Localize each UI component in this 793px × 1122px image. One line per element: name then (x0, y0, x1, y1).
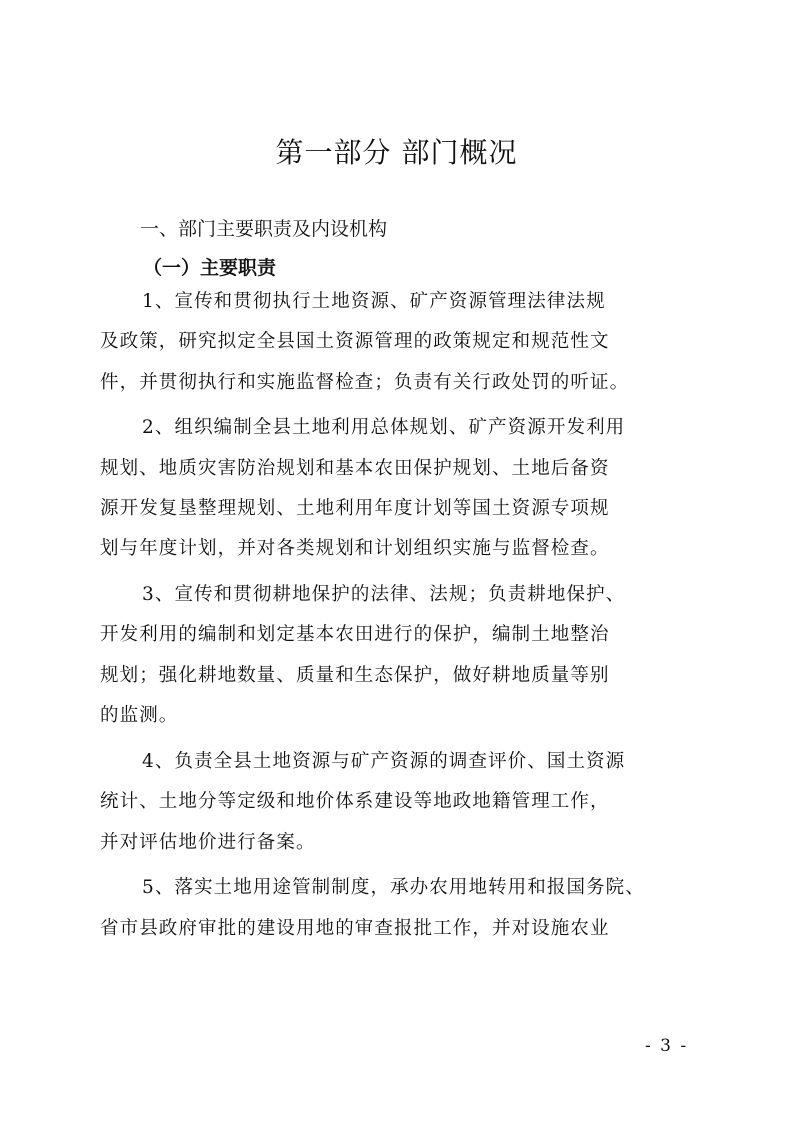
paragraph-line: 5、落实土地用途管制制度，承办农用地转用和报国务院、 (142, 877, 645, 898)
subsection-heading: （一）主要职责 (143, 257, 277, 279)
paragraph-line: 1、宣传和贯彻执行土地资源、矿产资源管理法律法规 (142, 291, 606, 312)
paragraph-line: 规划；强化耕地数量、质量和生态保护，做好耕地质量等别 (100, 665, 610, 686)
paragraph-line: 4、负责全县土地资源与矿产资源的调查评价、国土资源 (142, 751, 626, 772)
paragraph-line: 开发利用的编制和划定基本农田进行的保护，编制土地整治 (100, 624, 610, 645)
section-heading: 一、部门主要职责及内设机构 (140, 218, 388, 240)
paragraph-line: 件，并贯彻执行和实施监督检查；负责有关行政处罚的听证。 (100, 372, 630, 393)
paragraph-line: 并对评估地价进行备案。 (100, 832, 316, 853)
page-title: 第一部分 部门概况 (275, 136, 518, 169)
paragraph-line: 规划、地质灾害防治规划和基本农田保护规划、土地后备资 (100, 458, 610, 479)
paragraph-line: 3、宣传和贯彻耕地保护的法律、法规；负责耕地保护、 (142, 584, 626, 605)
paragraph-line: 2、组织编制全县土地利用总体规划、矿产资源开发利用 (142, 417, 626, 438)
paragraph-line: 统计、土地分等定级和地价体系建设等地政地籍管理工作， (100, 791, 610, 812)
paragraph-line: 省市县政府审批的建设用地的审查报批工作，并对设施农业 (100, 918, 610, 939)
paragraph-line: 及政策，研究拟定全县国土资源管理的政策规定和规范性文 (100, 331, 610, 352)
page-number: - 3 - (645, 1036, 689, 1056)
paragraph-line: 源开发复垦整理规划、土地利用年度计划等国土资源专项规 (100, 498, 610, 519)
paragraph-line: 的监测。 (100, 705, 179, 726)
paragraph-line: 划与年度计划，并对各类规划和计划组织实施与监督检查。 (100, 538, 610, 559)
